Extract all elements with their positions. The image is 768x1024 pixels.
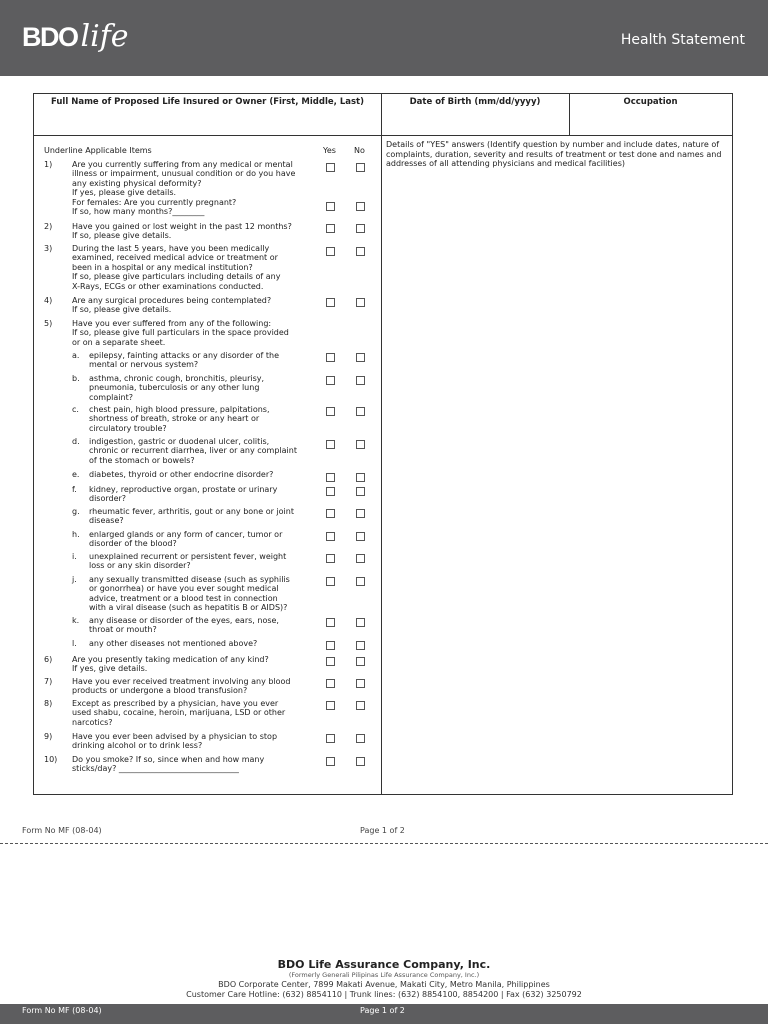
sub-item-text bbox=[89, 374, 264, 402]
yes-checkbox[interactable] bbox=[326, 701, 335, 710]
question-text bbox=[72, 222, 292, 241]
sub-item-text bbox=[89, 485, 277, 504]
sub-item-text bbox=[89, 575, 290, 613]
question-line: pneumonia, tuberculosis or any other lung bbox=[89, 383, 260, 393]
no-checkbox[interactable] bbox=[356, 734, 365, 743]
question-line: sticks/day? ______________________________ bbox=[72, 764, 239, 774]
occupation-header: Occupation bbox=[623, 97, 678, 107]
question-line: chronic or recurrent diarrhea, liver or any complaint bbox=[89, 446, 297, 456]
question-number: 8) bbox=[44, 699, 53, 708]
question-line: epilepsy, fainting attacks or any disorder of the bbox=[89, 351, 280, 360]
question-text bbox=[72, 699, 285, 727]
question-line: Are you presently taking medication of any kind? bbox=[72, 655, 269, 664]
question-line: examined, received medical advice or treatment or bbox=[72, 253, 278, 263]
yes-checkbox[interactable] bbox=[326, 577, 335, 586]
sub-item-letter: c. bbox=[72, 405, 79, 414]
question-text bbox=[72, 160, 295, 216]
details-instructions: Details of "YES" answers (Identify question by number and include dates, nature of complaints, duration, severity and results of treatment or test done and names and addresses of all attending physicians and medical facilities) bbox=[386, 140, 722, 168]
question-line: indigestion, gastric or duodenal ulcer, colitis, bbox=[89, 437, 270, 446]
question-line: Do you smoke? If so, since when and how many bbox=[72, 755, 265, 764]
question-line: If so, please give particulars including details of any bbox=[72, 272, 281, 282]
yes-checkbox[interactable] bbox=[326, 298, 335, 307]
question-line: If yes, give details. bbox=[72, 664, 148, 674]
no-checkbox[interactable] bbox=[356, 353, 365, 362]
yes-checkbox[interactable] bbox=[326, 353, 335, 362]
no-checkbox[interactable] bbox=[356, 509, 365, 518]
no-checkbox[interactable] bbox=[356, 657, 365, 666]
yes-checkbox[interactable] bbox=[326, 532, 335, 541]
question-line: products or undergone a blood transfusion? bbox=[72, 686, 248, 696]
company-name: BDO Life Assurance Company, Inc. bbox=[277, 958, 491, 971]
sub-item-letter: b. bbox=[72, 374, 80, 383]
question-line: Are you currently suffering from any medical or mental bbox=[72, 160, 293, 169]
no-checkbox[interactable] bbox=[356, 641, 365, 650]
question-number: 3) bbox=[44, 244, 53, 253]
question-line: chest pain, high blood pressure, palpitations, bbox=[89, 405, 270, 414]
question-line: with a viral disease (such as hepatitis B or AIDS)? bbox=[89, 603, 288, 613]
question-line: Except as prescribed by a physician, have you ever bbox=[72, 699, 279, 708]
question-line: shortness of breath, stroke or any heart or bbox=[89, 414, 260, 424]
sub-item-text bbox=[89, 639, 257, 648]
question-line: circulatory trouble? bbox=[89, 423, 167, 433]
question-line: illness or impairment, unusual condition or do you have bbox=[72, 169, 296, 179]
question-line: Are any surgical procedures being contemplated? bbox=[72, 296, 272, 305]
question-text bbox=[72, 319, 289, 347]
question-number: 7) bbox=[44, 677, 53, 686]
yes-checkbox[interactable] bbox=[326, 487, 335, 496]
question-line: any sexually transmitted disease (such as syphilis bbox=[89, 575, 290, 584]
question-line: If so, how many months?________ bbox=[72, 207, 205, 217]
no-checkbox[interactable] bbox=[356, 679, 365, 688]
sub-item-letter: k. bbox=[72, 616, 80, 625]
question-number: 5) bbox=[44, 319, 53, 328]
yes-checkbox[interactable] bbox=[326, 224, 335, 233]
company-hotline: Customer Care Hotline: (632) 8854110 | Trunk lines: (632) 8854100, 8854200 | Fax (632) 3250792 bbox=[186, 990, 582, 999]
question-number: 6) bbox=[44, 655, 53, 664]
question-line: kidney, reproductive organ, prostate or urinary bbox=[89, 485, 278, 494]
question-line: been in a hospital or any medical institution? bbox=[72, 262, 253, 272]
company-address: BDO Corporate Center, 7899 Makati Avenue, Makati City, Metro Manila, Philippines bbox=[218, 980, 550, 989]
sub-item-text bbox=[89, 507, 294, 526]
question-line: During the last 5 years, have you been medically bbox=[72, 244, 270, 253]
cut-line bbox=[0, 843, 768, 844]
yes-checkbox[interactable] bbox=[326, 641, 335, 650]
question-line: narcotics? bbox=[72, 717, 113, 727]
question-line: disorder? bbox=[89, 494, 127, 504]
question-line: loss or any skin disorder? bbox=[89, 561, 191, 571]
sub-item-text bbox=[89, 530, 282, 549]
no-checkbox[interactable] bbox=[356, 224, 365, 233]
question-line: Have you ever suffered from any of the following: bbox=[72, 319, 272, 328]
yes-column-header: Yes bbox=[323, 146, 336, 155]
no-checkbox[interactable] bbox=[356, 298, 365, 307]
question-line: Have you gained or lost weight in the past 12 months? bbox=[72, 222, 292, 231]
date-of-birth-header: Date of Birth (mm/dd/yyyy) bbox=[409, 97, 541, 107]
sub-item-text bbox=[89, 351, 279, 370]
question-line: diabetes, thyroid or other endocrine disorder? bbox=[89, 470, 274, 479]
footer-page-number: Page 1 of 2 bbox=[360, 1006, 405, 1015]
no-checkbox[interactable] bbox=[356, 701, 365, 710]
sub-item-letter: a. bbox=[72, 351, 80, 360]
sub-item-text bbox=[89, 470, 273, 479]
yes-checkbox[interactable] bbox=[326, 163, 335, 172]
question-line: unexplained recurrent or persistent fever, weight bbox=[89, 552, 287, 561]
no-checkbox[interactable] bbox=[356, 554, 365, 563]
question-text bbox=[72, 732, 277, 751]
yes-checkbox[interactable] bbox=[326, 407, 335, 416]
question-line: enlarged glands or any form of cancer, tumor or bbox=[89, 530, 283, 539]
no-checkbox[interactable] bbox=[356, 487, 365, 496]
yes-checkbox[interactable] bbox=[326, 473, 335, 482]
sub-item-text bbox=[89, 437, 297, 465]
question-line: mental or nervous system? bbox=[89, 360, 199, 370]
question-line: disease? bbox=[89, 516, 124, 526]
question-number: 4) bbox=[44, 296, 53, 305]
question-line: rheumatic fever, arthritis, gout or any bone or joint bbox=[89, 507, 294, 516]
header-row-divider bbox=[34, 135, 732, 136]
question-text bbox=[72, 677, 291, 696]
question-line: or on a separate sheet. bbox=[72, 337, 166, 347]
yes-checkbox[interactable] bbox=[326, 734, 335, 743]
form-number: Form No MF (08-04) bbox=[22, 826, 102, 835]
question-line: If so, please give details. bbox=[72, 305, 172, 315]
no-checkbox[interactable] bbox=[356, 407, 365, 416]
yes-checkbox[interactable] bbox=[326, 247, 335, 256]
question-line: If so, please give full particulars in the space provided bbox=[72, 328, 289, 338]
question-line: or gonorrhea) or have you ever sought medical bbox=[89, 584, 279, 594]
yes-checkbox[interactable] bbox=[326, 618, 335, 627]
question-line: used shabu, cocaine, heroin, marijuana, LSD or other bbox=[72, 708, 286, 718]
question-line: Have you ever been advised by a physician to stop bbox=[72, 732, 278, 741]
yes-checkbox[interactable] bbox=[326, 657, 335, 666]
question-line: asthma, chronic cough, bronchitis, pleurisy, bbox=[89, 374, 265, 383]
question-line: X-Rays, ECGs or other examinations conducted. bbox=[72, 281, 264, 291]
question-text bbox=[72, 755, 264, 774]
sub-item-text bbox=[89, 552, 286, 571]
yes-checkbox[interactable] bbox=[326, 202, 335, 211]
footer-form-number: Form No MF (08-04) bbox=[22, 1006, 102, 1015]
page-title: Health Statement bbox=[620, 32, 745, 48]
sub-item-letter: f. bbox=[72, 485, 77, 494]
yes-checkbox[interactable] bbox=[326, 509, 335, 518]
bdo-life-logo: BDO life bbox=[22, 19, 129, 54]
sub-item-text bbox=[89, 405, 270, 433]
no-checkbox[interactable] bbox=[356, 618, 365, 627]
no-checkbox[interactable] bbox=[356, 577, 365, 586]
question-line: drinking alcohol or to drink less? bbox=[72, 741, 203, 751]
sub-item-letter: l. bbox=[72, 639, 77, 648]
yes-checkbox[interactable] bbox=[326, 440, 335, 449]
yes-checkbox[interactable] bbox=[326, 554, 335, 563]
question-text bbox=[72, 296, 271, 315]
underline-applicable-label: Underline Applicable Items bbox=[44, 146, 152, 155]
sub-item-letter: e. bbox=[72, 470, 80, 479]
sub-item-letter: d. bbox=[72, 437, 80, 446]
no-checkbox[interactable] bbox=[356, 473, 365, 482]
sub-item-text bbox=[89, 616, 279, 635]
question-number: 1) bbox=[44, 160, 53, 169]
no-checkbox[interactable] bbox=[356, 757, 365, 766]
question-line: any existing physical deformity? bbox=[72, 178, 202, 188]
page-header bbox=[0, 0, 768, 76]
question-line: Have you ever received treatment involving any blood bbox=[72, 677, 291, 686]
sub-item-letter: h. bbox=[72, 530, 80, 539]
no-column-header: No bbox=[354, 146, 365, 155]
question-number: 2) bbox=[44, 222, 53, 231]
question-line: complaint? bbox=[89, 392, 133, 402]
sub-item-letter: g. bbox=[72, 507, 80, 516]
question-line: disorder of the blood? bbox=[89, 539, 177, 549]
question-text bbox=[72, 244, 280, 291]
health-statement-form bbox=[33, 93, 733, 795]
yes-checkbox[interactable] bbox=[326, 376, 335, 385]
sub-item-letter: i. bbox=[72, 552, 77, 561]
no-checkbox[interactable] bbox=[356, 532, 365, 541]
question-line: throat or mouth? bbox=[89, 625, 157, 635]
full-name-header: Full Name of Proposed Life Insured or Owner (First, Middle, Last) bbox=[51, 97, 364, 107]
question-line: of the stomach or bowels? bbox=[89, 455, 195, 465]
yes-checkbox[interactable] bbox=[326, 757, 335, 766]
question-line: any other diseases not mentioned above? bbox=[89, 639, 258, 648]
question-line: If so, please give details. bbox=[72, 231, 172, 241]
company-former-name: (Formerly Generali Pilipinas Life Assurance Company, Inc.) bbox=[288, 971, 480, 979]
question-line: any disease or disorder of the eyes, ears, nose, bbox=[89, 616, 279, 625]
question-line: For females: Are you currently pregnant? bbox=[72, 197, 237, 207]
question-line: advice, treatment or a blood test in connection bbox=[89, 593, 278, 603]
question-number: 9) bbox=[44, 732, 53, 741]
question-number: 10) bbox=[44, 755, 58, 764]
no-checkbox[interactable] bbox=[356, 376, 365, 385]
details-column-divider bbox=[381, 94, 382, 794]
yes-checkbox[interactable] bbox=[326, 679, 335, 688]
question-text bbox=[72, 655, 269, 674]
no-checkbox[interactable] bbox=[356, 440, 365, 449]
no-checkbox[interactable] bbox=[356, 163, 365, 172]
question-line: If yes, please give details. bbox=[72, 188, 177, 198]
no-checkbox[interactable] bbox=[356, 202, 365, 211]
sub-item-letter: j. bbox=[72, 575, 77, 584]
no-checkbox[interactable] bbox=[356, 247, 365, 256]
page-number: Page 1 of 2 bbox=[360, 826, 405, 835]
